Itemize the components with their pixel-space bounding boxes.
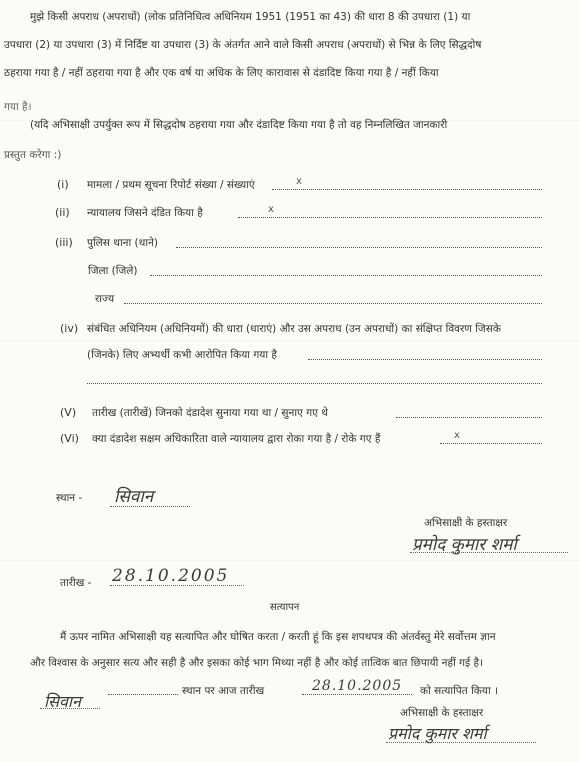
place-label: स्थान -	[56, 492, 83, 504]
place-handwritten: सिवान	[114, 487, 154, 507]
item-iv-text-2: (जिनके) लिए अभ्यर्थी कभी आरोपित किया गया है	[87, 349, 277, 361]
intro-line-1: मुझे किसी अपराध (अपराधों) (लोक प्रतिनिधित्व अधिनियम 1951 (1951 का 43) की धारा 8 की उपधारा (1) या	[30, 11, 471, 23]
signature-1-underline	[410, 552, 568, 553]
state-label: राज्य	[95, 293, 115, 305]
item-iv-number: (iv)	[60, 322, 79, 335]
verification-line-1: मैं ऊपर नामित अभिसाक्षी यह सत्यापित और घोषित करता / करती हूं कि इस शपथपत्र की अंतर्वस्तु मेरे सर्वोत्तम ज्ञान	[60, 631, 496, 643]
item-iii-number: (iii)	[55, 236, 73, 249]
item-vi-dotted-line	[440, 443, 542, 444]
item-vi-number: (Vi)	[60, 432, 79, 445]
item-i-cross-mark: x	[296, 176, 302, 187]
item-ii-text: न्यायालय जिसने दंडित किया है	[87, 207, 203, 219]
date-underline	[110, 585, 244, 586]
condition-line-1: (यदि अभिसाक्षी उपर्युक्त रूप में सिद्धदोष ठहराया गया और दंडादिष्ट किया गया है तो वह निम्नलिखित जानकारी	[30, 119, 448, 131]
signature-1-label: अभिसाक्षी के हस्ताक्षर	[424, 517, 508, 529]
item-iv-dotted-line-1	[308, 359, 542, 360]
verification-line-2: और विश्वास के अनुसार सत्य और सही है और इसका कोई भाग मिथ्या नहीं है और कोई तात्विक बात छिपायी नहीं गई है।	[30, 657, 484, 669]
item-i-number: (i)	[57, 178, 69, 191]
item-iii-dotted-line	[176, 247, 542, 248]
date-handwritten: 28.10.2005	[112, 566, 230, 586]
verification-place-underline	[40, 708, 100, 709]
verification-date-handwritten: 28.10.2005	[312, 678, 403, 694]
verification-title: सत्यापन	[270, 602, 300, 613]
signature-2-label: अभिसाक्षी के हस्ताक्षर	[400, 707, 484, 719]
item-ii-dotted-line	[238, 217, 542, 218]
verification-date-dotted-line	[302, 694, 412, 695]
intro-line-3: ठहराया गया है / नहीं ठहराया गया है और एक वर्ष या अधिक के लिए कारावास से दंडादिष्ट किया गया है / नहीं किया	[4, 67, 439, 79]
signature-2-underline	[386, 742, 536, 743]
verification-place-dotted-line	[108, 694, 178, 695]
item-ii-cross-mark: x	[268, 204, 274, 215]
item-iv-text-1: संबंधित अधिनियम (अधिनियमों) की धारा (धाराएं) और उस अपराध (उन अपराधों) का संक्षिप्त विवरण जिसके	[87, 323, 501, 335]
item-v-number: (V)	[60, 406, 77, 419]
item-v-dotted-line	[396, 417, 542, 418]
item-vi-text: क्या दंडादेश सक्षम अधिकारिता वाले न्यायालय द्वारा रोका गया है / रोके गए हैं	[92, 433, 381, 445]
date-label: तारीख -	[60, 577, 92, 589]
condition-line-2: प्रस्तुत करेगा :)	[4, 149, 62, 161]
item-ii-number: (ii)	[55, 206, 70, 219]
item-i-dotted-line	[272, 189, 542, 190]
item-i-text: मामला / प्रथम सूचना रिपोर्ट संख्या / संख्याएं	[87, 179, 255, 191]
signature-1-handwritten: प्रमोद कुमार शर्मा	[412, 535, 517, 555]
intro-line-4: गया है।	[4, 101, 32, 113]
item-iv-dotted-line-2	[87, 383, 542, 384]
district-dotted-line	[150, 275, 542, 276]
verification-line-3a: स्थान पर आज तारीख	[182, 685, 265, 697]
verification-place-handwritten: सिवान	[44, 692, 81, 711]
intro-line-2: उपधारा (2) या उपधारा (3) में निर्दिष्ट या उपधारा (3) के अंतर्गत आने वाले किसी अपराध (अपराधों) से भिन्न के लिए सिद्धदोष	[4, 39, 482, 51]
signature-2-handwritten: प्रमोद कुमार शर्मा	[388, 724, 487, 743]
item-v-text: तारीख (तारीखें) जिनको दंडादेश सुनाया गया था / सुनाए गए थे	[92, 407, 328, 419]
state-dotted-line	[124, 303, 542, 304]
verification-line-3b: को सत्यापित किया ।	[420, 685, 498, 697]
district-label: जिला (जिले)	[88, 265, 138, 277]
place-underline	[110, 506, 190, 507]
item-vi-cross-mark: x	[454, 430, 460, 441]
item-iii-text: पुलिस थाना (थाने)	[87, 237, 159, 249]
